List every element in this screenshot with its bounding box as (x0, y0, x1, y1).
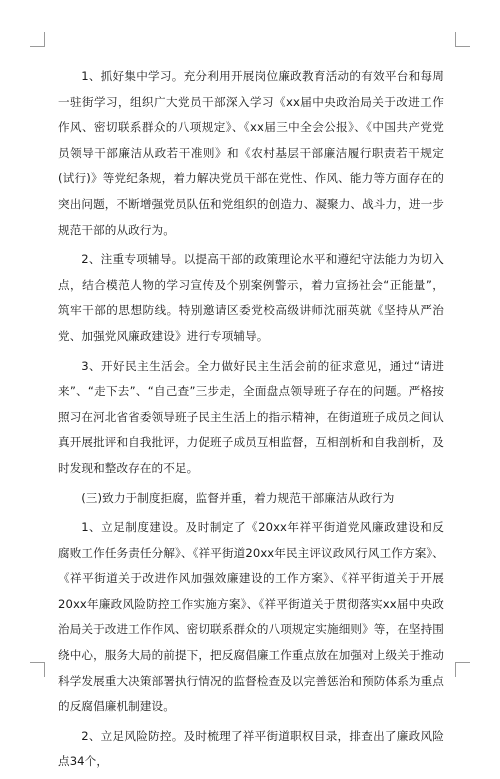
crop-mark-bottom-left (30, 662, 45, 677)
paragraph-risk-control: 2、立足风险防控。及时梳理了祥平街道职权目录，排查出了廉政风险点34个， (58, 728, 444, 769)
crop-mark-bottom-right (455, 662, 470, 677)
paragraph-study: 1、抓好集中学习。充分利用开展岗位廉政教育活动的有效平台和每周一驻街学习，组织广大党员干部深入学习《xx届中央政治局关于改进工作作风、密切联系群众的八项规定》、《xx届三中全会公报》、《中国共产党党员领导干部廉洁从政若干准则》和《农村基层干部廉洁履行职责若干规定(试行)》等党纪条规，着力解决党员干部在党性、作风、能力等方面存在的突出问题，不断增强党员队伍和党组织的创造力、凝聚力、战斗力，进一步规范干部的从政行为。 (58, 69, 444, 237)
paragraph-tutoring: 2、注重专项辅导。以提高干部的政策理论水平和遵纪守法能力为切入点，结合模范人物的学习宣传及个别案例警示，着力宣扬社会“正能量”，筑牢干部的思想防线。特别邀请区委党校高级讲师沈丽英就《坚持从严治党、加强党风廉政建设》进行专项辅导。 (58, 252, 444, 343)
paragraph-system-building: 1、立足制度建设。及时制定了《20xx年祥平街道党风廉政建设和反腐败工作任务责任分解》、《祥平街道20xx年民主评议政风行风工作方案》、《祥平街道关于改进作风加强效廉建设的工作方案》、《祥平街道关于开展20xx年廉政风险防控工作实施方案》、《祥平街道关于贯彻落实xx届中央政治局关于改进工作作风、密切联系群众的八项规定实施细则》等，在坚持围绕中心，服务大局的前提下，把反腐倡廉工作重点放在加强对上级关于推动科学发展重大决策部署执行情况的监督检查及以完善惩治和预防体系为重点的反腐倡廉机制建设。 (58, 520, 444, 714)
crop-mark-top-left (30, 32, 45, 47)
paragraph-democratic-meeting: 3、开好民主生活会。全力做好民主生活会前的征求意见，通过“请进来”、“走下去”、“自己查”三步走，全面盘点领导班子存在的问题。严格按照习在河北省省委领导班子民主生活上的指示精神，在街道班子成员之间认真开展批评和自我批评，力促班子成员互相监督，互相剖析和自我剖析，及时发现和整改存在的不足。 (58, 358, 444, 475)
crop-mark-top-right (455, 32, 470, 47)
section-heading: (三)致力于制度拒腐，监督并重，着力规范干部廉洁从政行为 (81, 490, 395, 505)
document-body (58, 64, 444, 779)
